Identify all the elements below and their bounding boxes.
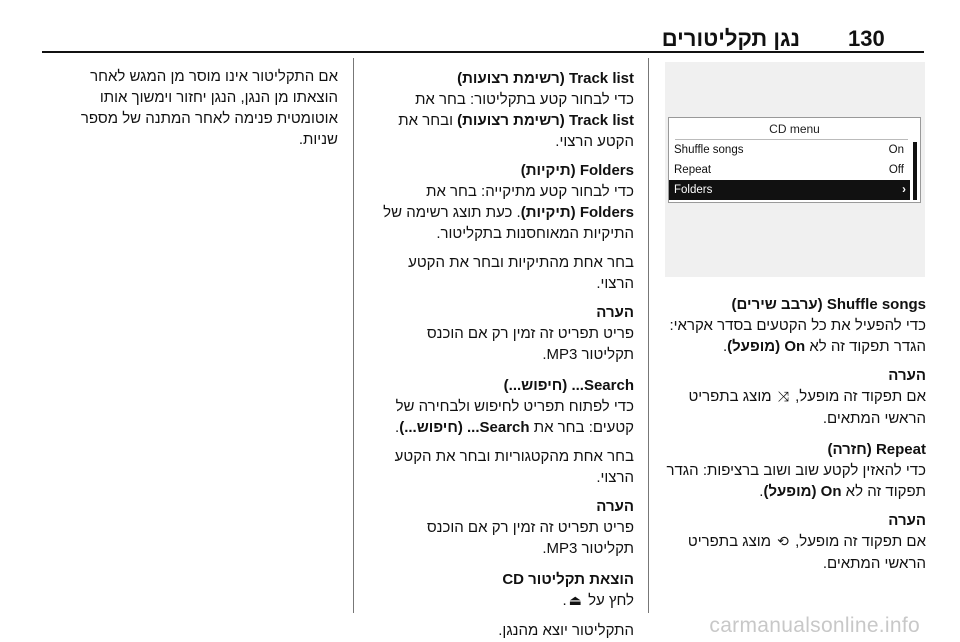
note-body: פריט תפריט זה זמין רק אם הוכנס תקליטור MP3. (426, 325, 634, 363)
note-text: מוצג בתפריט הראשי המתאים. (687, 533, 926, 572)
eject-text: לחץ על (583, 592, 634, 609)
menu-row-label: Repeat (674, 164, 712, 176)
shuffle-heading: Shuffle songs (ערבב שירים) (731, 296, 926, 313)
menu-row-folders (669, 180, 910, 200)
tracklist-text: כדי לבחור קטע בתקליטור: בחר את (415, 91, 634, 108)
column-divider-left (353, 58, 354, 613)
search-body-2: בחר אחת מהקטגוריות ובחר את הקטע הרצוי. (394, 448, 634, 486)
eject-retract-note: אם התקליטור אינו מוסר מן המגש לאחר הוצאתו מן הנגן, הנגן יחזור וימשוך אותו אוטומטית פנימה לאחר המתנה של מספר שניות. (80, 68, 338, 148)
note-body: פריט תפריט זה זמין רק אם הוכנס תקליטור MP3. (426, 519, 634, 557)
folders-text: כדי לבחור קטע מתיקייה: בחר את (426, 183, 634, 200)
shuffle-body-text: כדי להפעיל את כל הקטעים בסדר אקראי: (669, 317, 926, 334)
folders-body-2: בחר אחת מהתיקיות ובחר את הקטע הרצוי. (408, 254, 634, 292)
tracklist-heading: Track list (רשימת רצועות) (457, 70, 634, 87)
cd-menu-screen (668, 117, 921, 203)
search-body (372, 396, 634, 438)
note-heading: הערה (596, 498, 634, 515)
shuffle-icon: ⤨ (777, 389, 789, 405)
repeat-body (660, 460, 926, 502)
search-text: . (395, 419, 400, 436)
note-body (660, 531, 926, 574)
column-middle (372, 66, 634, 642)
repeat-body-text: כדי להאזין לקטע שוב ושוב ברציפות: (702, 462, 926, 479)
note-body (660, 386, 926, 429)
tracklist-label: Track list (רשימת רצועות) (457, 112, 634, 129)
shuffle-body-setting-a: הגדר תפקוד זה לא (805, 338, 926, 355)
folders-text: . כעת תוצג רשימה של התיקיות המאוחסנות בתקליטור. (383, 204, 634, 242)
chevron-right-icon: › (902, 184, 906, 196)
menu-row-value: Off (888, 164, 904, 176)
search-heading: Search... (חיפוש...) (503, 377, 634, 394)
folders-body (372, 181, 634, 244)
eject-heading: הוצאת תקליטור CD (502, 571, 634, 588)
menu-row-value: On (888, 144, 904, 156)
repeat-heading: Repeat (חזרה) (827, 441, 926, 458)
page-title: נגן תקליטורים (661, 26, 800, 51)
tracklist-text: ובחר את הקטע הרצוי. (398, 112, 634, 150)
header-rule (42, 51, 924, 53)
note-heading: הערה (596, 304, 634, 321)
menu-scrollbar (913, 142, 917, 200)
eject-body (372, 590, 634, 612)
repeat-icon: ⟲ (777, 534, 789, 550)
menu-row-repeat (674, 160, 906, 180)
menu-row-shuffle (674, 140, 906, 160)
page-header (0, 0, 960, 52)
folders-label: Folders (תיקיות) (520, 204, 634, 221)
note-text: אם תפקוד זה מופעל, (790, 388, 926, 405)
page-number: 130 (848, 26, 885, 51)
repeat-on-label: On (מופעל) (763, 483, 842, 500)
note-text: אם תפקוד זה מופעל, (790, 533, 926, 550)
column-divider-right (648, 58, 649, 613)
repeat-body-setting-c: . (759, 483, 764, 500)
note-text: מוצג בתפריט הראשי המתאים. (688, 388, 926, 427)
eject-text: . (562, 592, 567, 609)
search-text: כדי לפתוח תפריט לחיפוש ולבחירה של קטעים: בחר את (395, 398, 634, 436)
shuffle-body-setting-c: . (722, 338, 728, 355)
eject-body-2: התקליטור יוצא מהנגן. (498, 622, 634, 639)
cd-menu-title: CD menu (769, 122, 820, 136)
eject-icon: ⏏ (568, 593, 582, 609)
menu-row-label: Folders (674, 184, 713, 196)
repeat-body-setting-a: הגדר תפקוד זה לא (666, 462, 926, 500)
menu-row-label: Shuffle songs (674, 144, 744, 156)
note-heading: הערה (888, 367, 926, 384)
search-label: Search... (חיפוש...) (399, 419, 530, 436)
watermark: carmanualsonline.info (709, 614, 920, 637)
column-left (76, 66, 338, 158)
shuffle-body (660, 315, 926, 357)
tracklist-body (372, 89, 634, 152)
shuffle-on-label: On (מופעל) (727, 338, 806, 355)
note-heading: הערה (888, 512, 926, 529)
column-right (660, 292, 926, 584)
folders-heading: Folders (תיקיות) (520, 162, 634, 179)
